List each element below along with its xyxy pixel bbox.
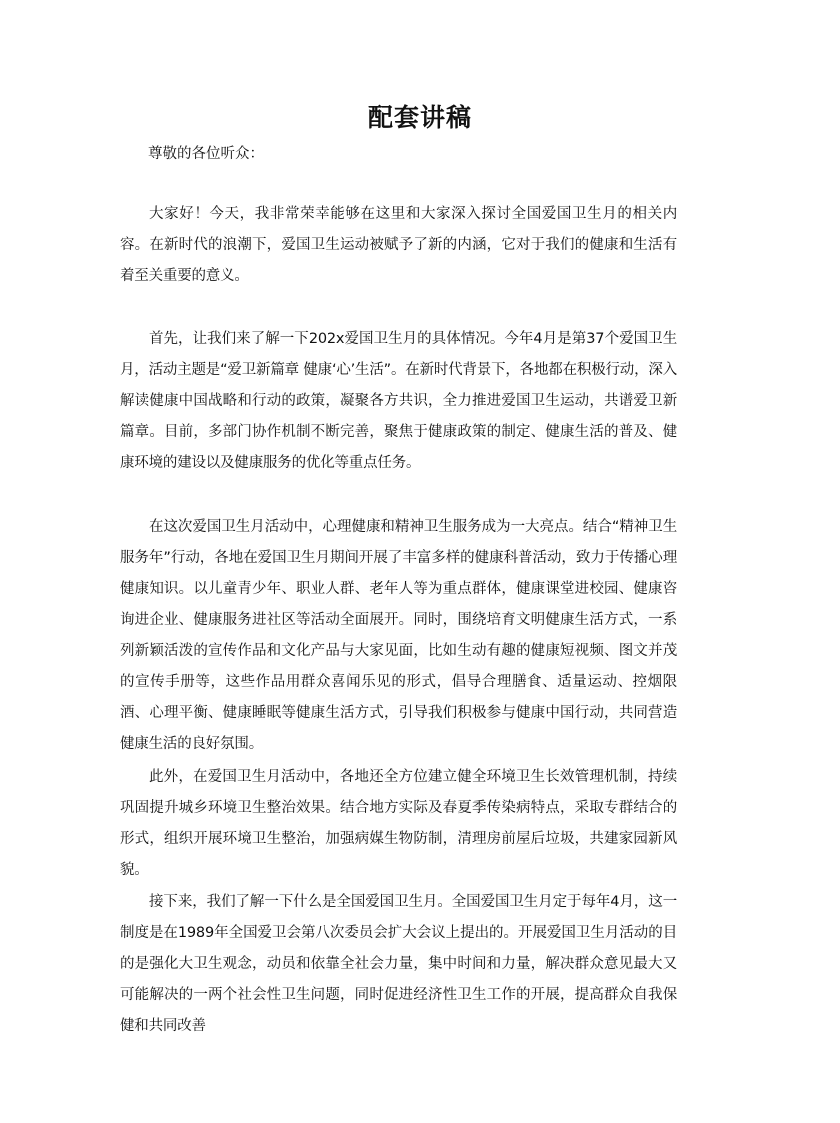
paragraph-environment: 此外，在爱国卫生月活动中，各地还全方位建立健全环境卫生长效管理机制，持续巩固提升城乡环境卫生整治效果。结合地方实际及春夏季传染病特点，采取专群结合的形式，组织开展环境卫生整治，加强病媒生物防制，清理房前屋后垃圾，共建家园新风貌。 <box>120 769 677 878</box>
paragraph-definition: 接下来，我们了解一下什么是全国爱国卫生月。全国爱国卫生月定于每年4月，这一制度是在1989年全国爱卫会第八次委员会扩大会议上提出的。开展爱国卫生月活动的目的是强化大卫生观念，动员和依靠全社会力量，集中时间和力量，解决群众意见最大又可能解决的一两个社会性卫生问题，同时促进经济性卫生工作的开展，提高群众自我保健和共同改善 <box>120 894 677 1034</box>
greeting: 尊敬的各位听众： <box>148 146 264 162</box>
paragraph-intro: 大家好！今天，我非常荣幸能够在这里和大家深入探讨全国爱国卫生月的相关内容。在新时代的浪潮下，爱国卫生运动被赋予了新的内涵，它对于我们的健康和生活有着至关重要的意义。 <box>120 206 677 284</box>
page-title: 配套讲稿 <box>367 103 472 132</box>
paragraph-mental-health: 在这次爱国卫生月活动中，心理健康和精神卫生服务成为一大亮点。结合“精神卫生服务年”行动，各地在爱国卫生月期间开展了丰富多样的健康科普活动，致力于传播心理健康知识。以儿童青少年、职业人群、老年人等为重点群体，健康课堂进校园、健康咨询进企业、健康服务进社区等活动全面展开。同时，围绕培育文明健康生活方式，一系列新颖活泼的宣传作品和文化产品与大家见面，比如生动有趣的健康短视频、图文并茂的宣传手册等，这些作品用群众喜闻乐见的形式，倡导合理膳食、适量运动、控烟限酒、心理平衡、健康睡眠等健康生活方式，引导我们积极参与健康中国行动，共同营造健康生活的良好氛围。 <box>120 519 677 752</box>
paragraph-overview: 首先，让我们来了解一下202x爱国卫生月的具体情况。今年4月是第37个爱国卫生月，活动主题是“爱卫新篇章 健康‘心’生活”。在新时代背景下，各地都在积极行动，深入解读健康中国战略和行动的政策，凝聚各方共识，全力推进爱国卫生运动，共谱爱卫新篇章。目前，多部门协作机制不断完善，聚焦于健康政策的制定、健康生活的普及、健康环境的建设以及健康服务的优化等重点任务。 <box>120 331 677 471</box>
